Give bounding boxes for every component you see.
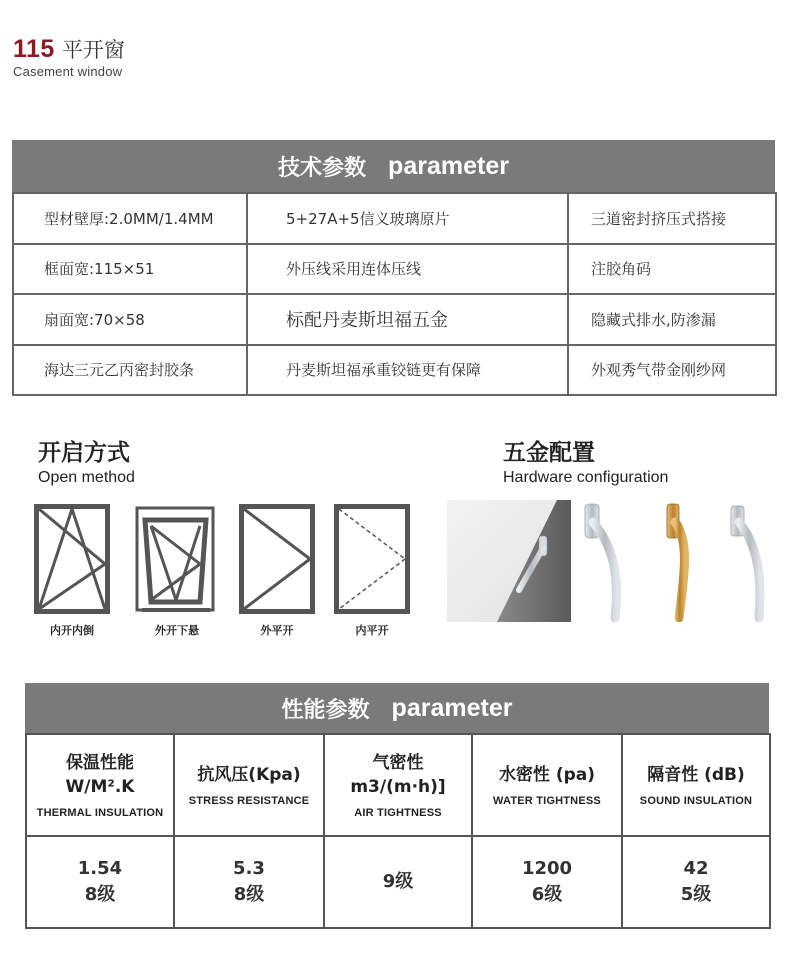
inward-casement-icon	[334, 504, 410, 616]
open-method-label: 外平开	[260, 624, 294, 637]
metric-value: 42	[683, 858, 709, 879]
table-header-cell	[174, 734, 324, 836]
open-method-title-en: Open method	[38, 469, 135, 486]
table-cell: 外压线采用连体压线	[247, 244, 568, 295]
model-number: 115	[13, 35, 55, 63]
hardware-heading	[503, 434, 668, 487]
table-cell: 框面宽:115×51	[13, 244, 247, 295]
open-method-label: 外开下悬	[155, 624, 199, 637]
table-cell: 注胶角码	[568, 244, 776, 295]
page-header	[13, 34, 125, 79]
table-cell: 5+27A+5信义玻璃原片	[247, 193, 568, 244]
table-header-cell	[622, 734, 770, 836]
metric-name-en: AIR TIGHTNESS	[354, 807, 442, 819]
table-cell: 隐藏式排水,防渗漏	[568, 294, 776, 345]
tech-params-header	[12, 140, 775, 192]
metric-name-en: WATER TIGHTNESS	[493, 795, 601, 807]
handle-on-frame-photo	[447, 500, 571, 622]
metric-name-cn: 气密性	[372, 753, 424, 773]
table-header-cell	[472, 734, 622, 836]
table-cell: 海达三元乙丙密封胶条	[13, 345, 247, 396]
gold-handle-photo	[667, 504, 685, 618]
hardware-title-en: Hardware configuration	[503, 469, 669, 486]
open-method-label: 内平开	[355, 624, 389, 637]
metric-unit: m3/(m·h)]	[350, 777, 446, 797]
product-name-en: Casement window	[13, 64, 123, 79]
table-row	[13, 345, 776, 396]
hardware-photos	[447, 500, 780, 622]
metric-value: 1200	[521, 858, 573, 879]
table-cell	[324, 836, 472, 928]
table-cell	[472, 836, 622, 928]
table-header-cell	[26, 734, 174, 836]
inward-tilt-turn-icon	[34, 504, 110, 616]
title-line	[13, 34, 125, 64]
tech-params-grid	[12, 192, 777, 396]
tech-params-title-cn: 技术参数	[278, 155, 367, 181]
performance-title-en: parameter	[391, 693, 513, 722]
outward-casement-icon	[239, 504, 315, 616]
table-cell: 型材壁厚:2.0MM/1.4MM	[13, 193, 247, 244]
metric-name-cn: 保温性能	[66, 753, 134, 773]
metric-name-en: SOUND INSULATION	[639, 795, 753, 807]
metric-name-en: STRESS RESISTANCE	[188, 795, 310, 807]
metric-grade: 8级	[233, 884, 265, 905]
table-row	[13, 294, 776, 345]
metric-grade: 9级	[382, 871, 414, 892]
table-row	[13, 244, 776, 295]
metric-name-cn: 水密性 (pa)	[498, 765, 596, 785]
metric-name-cn: 隔音性 (dB)	[647, 765, 745, 785]
table-row	[26, 836, 770, 928]
tech-params-table	[12, 140, 775, 396]
table-row	[13, 193, 776, 244]
metric-name-cn: 抗风压(Kpa)	[197, 765, 301, 785]
outward-top-hung-icon	[134, 504, 218, 616]
tech-params-title-en: parameter	[388, 151, 509, 180]
metric-grade: 5级	[680, 884, 712, 905]
performance-grid	[25, 733, 771, 929]
table-cell: 扇面宽:70×58	[13, 294, 247, 345]
metric-value: 1.54	[77, 858, 123, 879]
table-cell	[622, 836, 770, 928]
silver-handle-photo	[585, 504, 616, 618]
metric-value: 5.3	[233, 858, 265, 879]
metric-grade: 6级	[531, 884, 563, 905]
open-method-label: 内开内倒	[50, 624, 94, 637]
metric-name-en: THERMAL INSULATION	[36, 807, 164, 819]
product-name-cn: 平开窗	[61, 38, 125, 62]
table-cell: 三道密封挤压式搭接	[568, 193, 776, 244]
table-cell	[174, 836, 324, 928]
table-cell	[26, 836, 174, 928]
open-method-title-cn: 开启方式	[38, 440, 130, 466]
metric-grade: 8级	[84, 884, 116, 905]
performance-title-cn: 性能参数	[281, 697, 370, 723]
open-method-diagrams	[34, 504, 414, 639]
table-cell: 标配丹麦斯坦福五金	[247, 294, 568, 345]
table-cell: 丹麦斯坦福承重铰链更有保障	[247, 345, 568, 396]
table-cell: 外观秀气带金刚纱网	[568, 345, 776, 396]
hardware-title-cn: 五金配置	[503, 440, 595, 466]
table-row	[26, 734, 770, 836]
metric-unit: W/M².K	[65, 777, 135, 797]
open-method-heading	[38, 434, 135, 487]
performance-header	[25, 683, 769, 733]
performance-table	[25, 683, 769, 929]
table-header-cell	[324, 734, 472, 836]
silver-handle-photo	[731, 506, 760, 618]
